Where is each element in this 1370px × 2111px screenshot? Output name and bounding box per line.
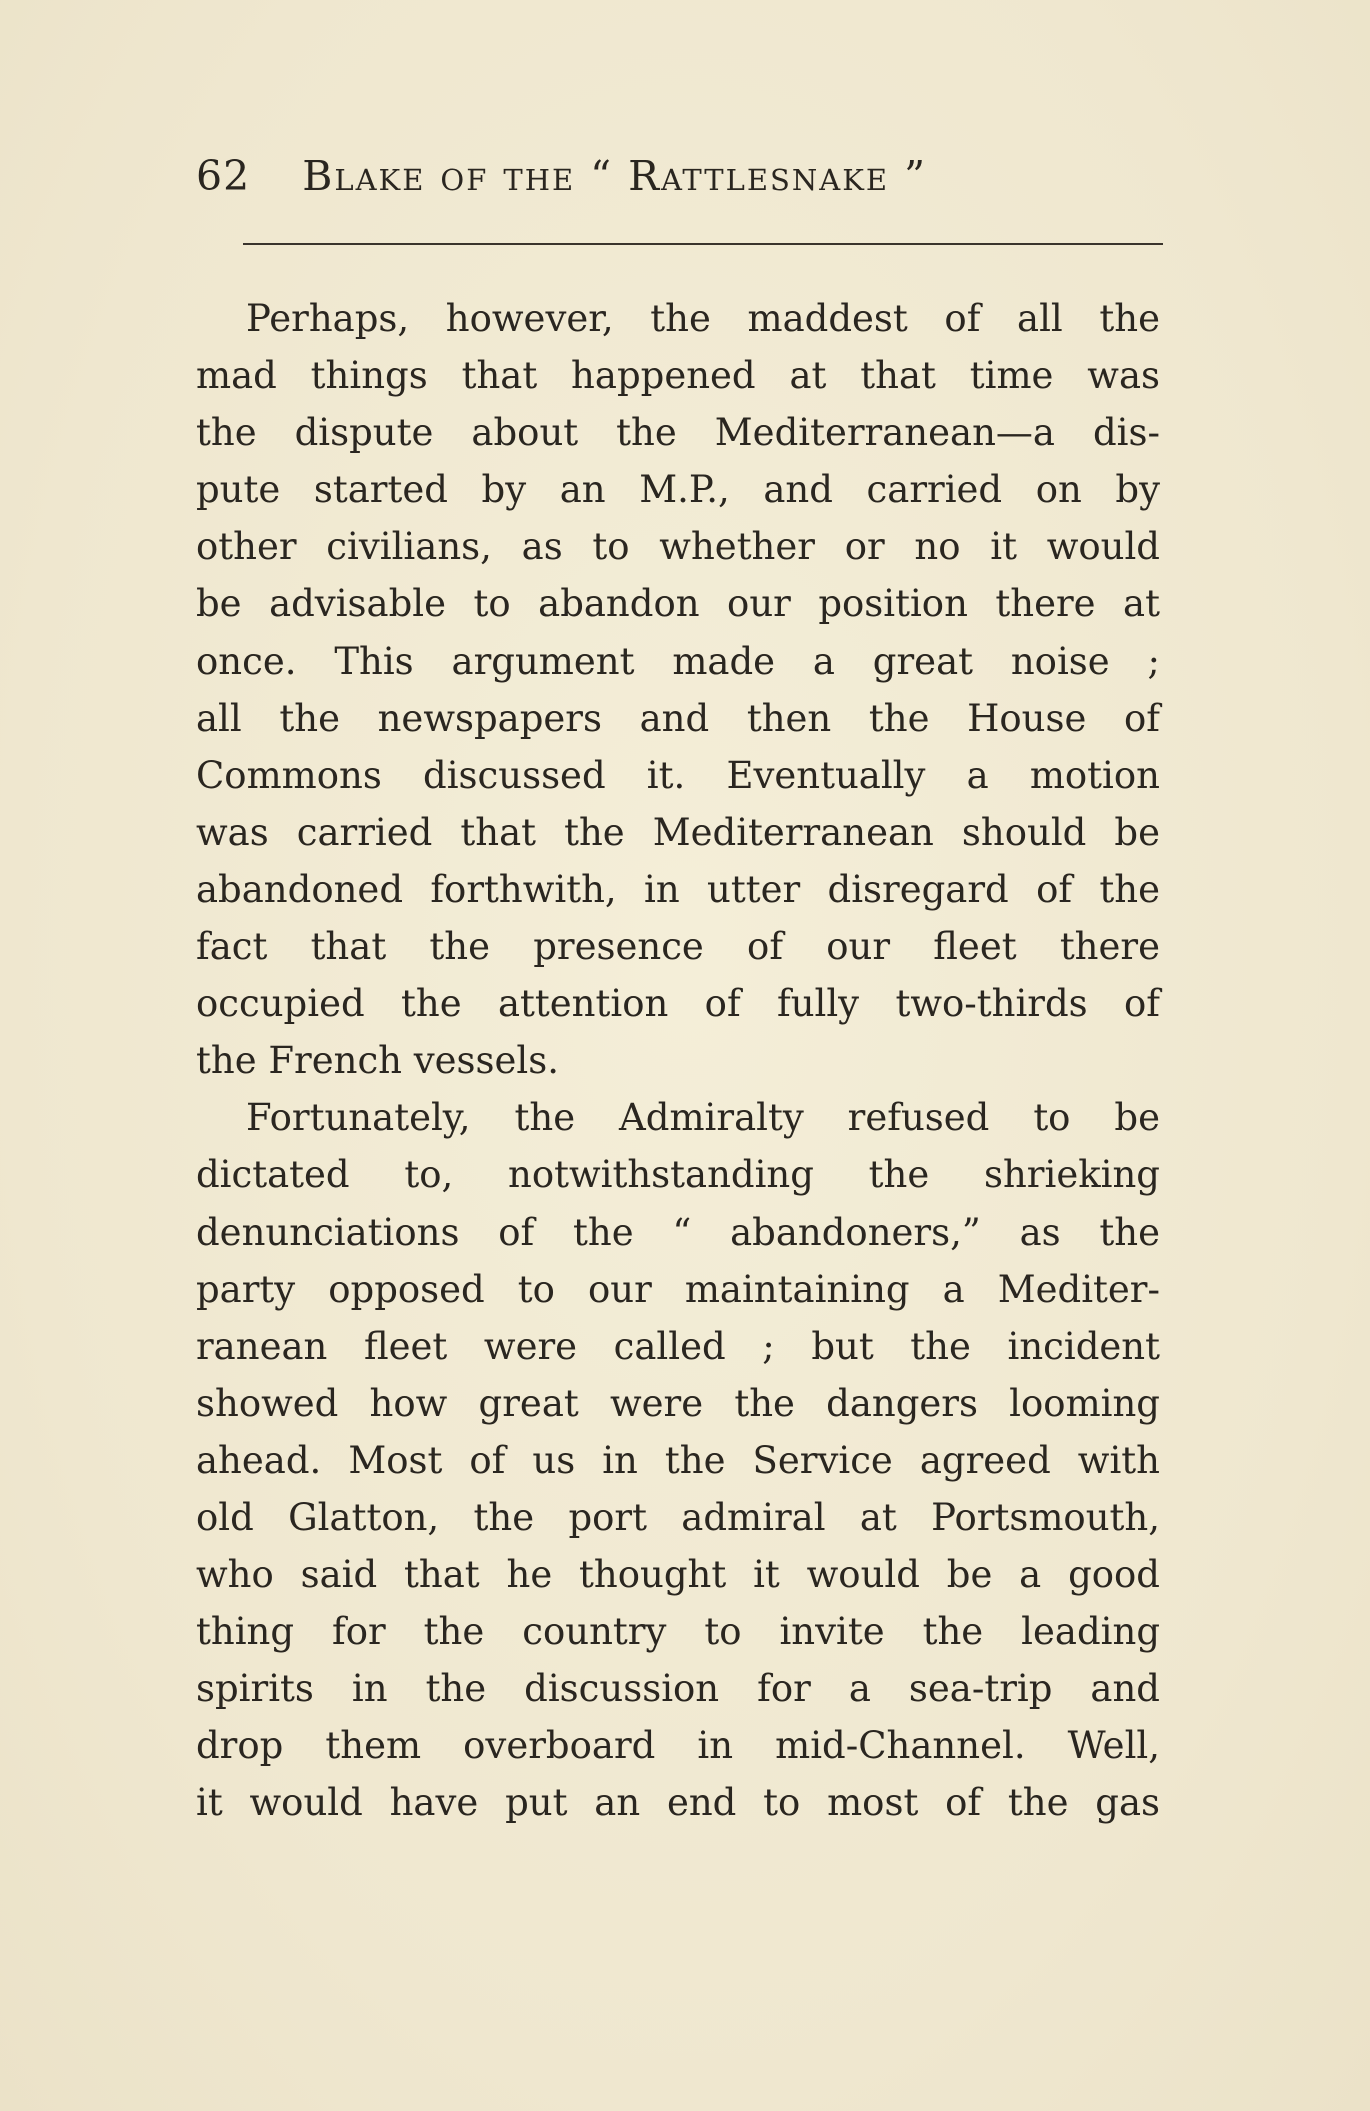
text-line: other civilians, as to whether or no it would	[196, 525, 1160, 569]
text-line: Commons discussed it. Eventually a motion	[196, 753, 1160, 797]
text-line: spirits in the discussion for a sea-trip and	[196, 1667, 1160, 1711]
header-rule	[243, 243, 1163, 245]
text-line: who said that he thought it would be a good	[196, 1553, 1160, 1597]
text-line: party opposed to our maintaining a Mediter-	[196, 1267, 1160, 1311]
text-line: the dispute about the Mediterranean—a dis-	[196, 411, 1160, 455]
text-line: all the newspapers and then the House of	[196, 696, 1160, 740]
text-line: Fortunately, the Admiralty refused to be	[246, 1096, 1160, 1140]
text-line: was carried that the Mediterranean should be	[196, 810, 1160, 854]
text-line: mad things that happened at that time was	[196, 354, 1160, 398]
running-title: Blake of the “ Rattlesnake ”	[302, 152, 928, 200]
body-text	[196, 290, 1160, 1832]
text-line: thing for the country to invite the leading	[196, 1610, 1160, 1654]
text-line: showed how great were the dangers looming	[196, 1381, 1160, 1425]
page-number: 62	[196, 152, 251, 200]
paragraph-1	[196, 290, 1160, 1089]
text-line: be advisable to abandon our position there at	[196, 582, 1160, 626]
paragraph-2	[196, 1089, 1160, 1831]
text-line: ranean fleet were called ; but the incident	[196, 1324, 1160, 1368]
text-line: abandoned forthwith, in utter disregard of the	[196, 867, 1160, 911]
text-line: pute started by an M.P., and carried on by	[196, 468, 1160, 512]
page-header	[196, 146, 1156, 206]
text-line: fact that the presence of our fleet there	[196, 925, 1160, 969]
text-line: the French vessels.	[196, 1039, 560, 1083]
text-line: Perhaps, however, the maddest of all the	[246, 297, 1160, 340]
text-line: old Glatton, the port admiral at Portsmouth,	[196, 1495, 1160, 1539]
text-line: denunciations of the “ abandoners,” as the	[196, 1210, 1160, 1254]
text-line: it would have put an end to most of the gas	[196, 1781, 1160, 1825]
text-line: drop them overboard in mid-Channel. Well,	[196, 1724, 1160, 1768]
text-line: dictated to, notwithstanding the shrieking	[196, 1153, 1160, 1197]
text-line: ahead. Most of us in the Service agreed with	[196, 1438, 1160, 1482]
text-line: once. This argument made a great noise ;	[196, 639, 1160, 683]
text-line: occupied the attention of fully two-thirds of	[196, 982, 1160, 1026]
